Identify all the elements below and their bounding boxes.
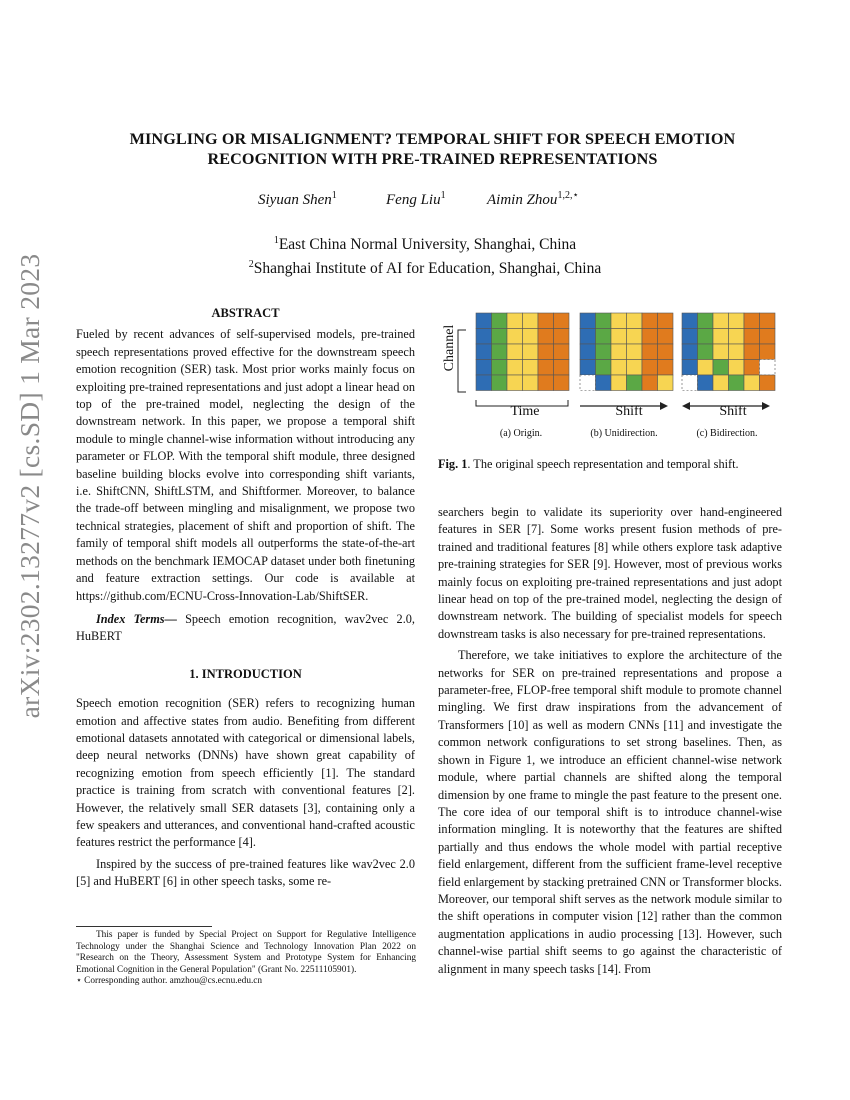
right-column (438, 504, 782, 978)
grid-cell (523, 344, 539, 360)
arrowhead-c-right (762, 402, 770, 410)
caption-text: . The original speech representation and temporal shift. (467, 457, 739, 471)
subcaption-c: (c) Bidirection. (696, 428, 758, 439)
figure-caption (438, 457, 782, 472)
footnote-funding: This paper is funded by Special Project on Support for Regulative Intelligence Technology under the Shanghai Science and Technology Innovation Plan 2022 on "Research on the Theory, Assessment System and Prototype System for Enhancing Emotional Cognition in the General Population" (Grant No. 22511105901). (76, 930, 416, 975)
affil-sup: 1 (273, 235, 279, 246)
author-sup: 1,2,⋆ (557, 190, 579, 201)
channel-bracket (458, 330, 466, 392)
grid-cell (611, 329, 627, 345)
grid-cell (698, 313, 714, 329)
grid-cell (611, 313, 627, 329)
grid-cell (580, 313, 596, 329)
grid-cell (611, 375, 627, 391)
grid-cell (476, 344, 492, 360)
index-terms (76, 611, 415, 646)
arrowhead-c-left (682, 402, 690, 410)
grid-cell (744, 329, 760, 345)
paper-title (80, 130, 785, 169)
affil-text: East China Normal University, Shanghai, China (278, 236, 577, 253)
grid-cell (507, 360, 523, 376)
grid-cell (507, 344, 523, 360)
grid-cell (744, 344, 760, 360)
grid-cell (507, 329, 523, 345)
grid-cell (538, 344, 554, 360)
grid-cell (713, 375, 729, 391)
grid-cell (682, 344, 698, 360)
affiliations (120, 231, 730, 279)
author-name: Siyuan Shen (258, 192, 332, 208)
grid-cell (554, 344, 570, 360)
grid-cell (492, 344, 508, 360)
affiliation-1 (120, 231, 730, 255)
grid-cell (682, 375, 698, 391)
grid-cell (554, 360, 570, 376)
grid-cell (580, 329, 596, 345)
grid-cell (760, 375, 776, 391)
grid-cell (538, 375, 554, 391)
author-3 (487, 190, 579, 209)
grid-cell (627, 375, 643, 391)
grid-cell (744, 313, 760, 329)
abstract-text: Fueled by recent advances of self-supervised models, pre-trained speech representations proved effective for the downstream speech emotion recognition (SER) task. Most prior works mainly focus on exploiting pre-trained representations and just adopt a linear head on top of the pre-trained model, neglecting the design of the downstream network. In this paper, we propose a temporal shift module to mingle channel-wise information without introducing any parameter or FLOP. With the temporal shift module, three designed baseline building blocks evolve into corresponding shift variants, i.e. ShiftCNN, ShiftLSTM, and Shiftformer. Moreover, to balance the trade-off between mingling and misalignment, we propose two technical strategies, placement of shift and proportion of shift. The family of temporal shift models all outperforms the state-of-the-art methods on the benchmark IEMOCAP dataset under both finetuning and feature extraction settings. Our code is available at https://github.com/ECNU-Cross-Innovation-Lab/ShiftSER. (76, 327, 415, 603)
grid-cell (744, 375, 760, 391)
grid-cell (713, 360, 729, 376)
grid-cell (658, 344, 674, 360)
affil-sup: 2 (248, 259, 254, 270)
grid-cell (642, 375, 658, 391)
author-sup: 1 (440, 190, 446, 201)
time-label: Time (510, 404, 540, 419)
right-paragraph-1: searchers begin to validate its superiority over hand-engineered features in SER [7]. Some works present fusion methods of pre-trained and traditional features [8] while others explore task adaptive pre-training strategies for SER [9]. However, most of previous works mainly focus on exploiting pre-trained representations and just adopt linear head on top of the pre-trained model, neglecting the design of downstream network. The building of specialist models for speech downstream tasks is also necessary for pre-trained representations. (438, 505, 782, 641)
grid-cell (698, 344, 714, 360)
grid-cell (698, 375, 714, 391)
grid-cell (476, 329, 492, 345)
grid-cell (744, 360, 760, 376)
grid-cell (729, 344, 745, 360)
grid-cell (596, 313, 612, 329)
grid-cell (729, 375, 745, 391)
grid-cell (642, 344, 658, 360)
grid-cell (538, 329, 554, 345)
author-sup: 1 (331, 190, 337, 201)
grid-cell (760, 329, 776, 345)
grid-cell (611, 360, 627, 376)
title-line-2: RECOGNITION WITH PRE-TRAINED REPRESENTATIONS (207, 149, 658, 168)
grid-cell (642, 313, 658, 329)
grid-cell (554, 329, 570, 345)
grid-cell (698, 360, 714, 376)
grid-cell (713, 313, 729, 329)
grid-cell (476, 313, 492, 329)
intro-heading: 1. INTRODUCTION (189, 666, 302, 681)
grid-cell (682, 360, 698, 376)
grid-cell (554, 375, 570, 391)
grid-cell (492, 329, 508, 345)
grid-cell (596, 329, 612, 345)
grid-cell (658, 375, 674, 391)
grid-cell (642, 329, 658, 345)
grid-cell (729, 360, 745, 376)
grid-cell (682, 329, 698, 345)
grid-cell (492, 313, 508, 329)
footnotes (76, 930, 416, 988)
affil-text: Shanghai Institute of AI for Education, Shanghai, China (253, 260, 602, 277)
title-line-1: MINGLING OR MISALIGNMENT? TEMPORAL SHIFT FOR SPEECH EMOTION (129, 130, 736, 148)
footnote-rule (76, 926, 212, 927)
grid-cell (627, 313, 643, 329)
grid-cell (729, 329, 745, 345)
grid-cell (554, 313, 570, 329)
shift-label-b: Shift (615, 404, 643, 419)
arxiv-id: arXiv:2302.13277v2 [cs.SD] 1 Mar 2023 (14, 253, 45, 719)
right-paragraph-2: Therefore, we take initiatives to explore the architecture of the networks for SER on pre-trained representations and propose a parameter-free, FLOP-free temporal shift module to promote channel mingling. We first draw inspirations from the advancement of Transformers [10] as well as modern CNNs [11] and investigate the common network configurations to set strong baselines. Then, as shown in Figure 1, we introduce an efficient channel-wise network module, where partial channels are shifted along the temporal dimension by one frame to mingle the past feature to the present one. The core idea of our temporal shift is to introduce channel-wise information mingling. It is noteworthy that the features are shifted partially and thus endows the whole model with partial receptive field enlargement, different from the sufficient frame-level receptive field enlargement by stacking pretrained CNN or Transformer blocks. Moreover, our temporal shift serves as the network module similar to the shift operations in computer vision [12] rather than the common augmentation applications in audio processing [13]. However, such channel-wise partial shift seems to go against the characteristic of alignment in many speech tasks [14]. From (438, 648, 782, 976)
grid-cell (760, 360, 776, 376)
subcaption-a: (a) Origin. (499, 428, 543, 439)
shift-diagram (438, 300, 782, 445)
grid-cell (713, 329, 729, 345)
figure-1 (438, 300, 782, 445)
grid-cell (580, 360, 596, 376)
author-2 (386, 190, 446, 209)
grid-cell (523, 329, 539, 345)
grid-cell (492, 375, 508, 391)
left-column (76, 305, 415, 891)
grid-cell (507, 375, 523, 391)
grid-cell (596, 360, 612, 376)
grid-cell (627, 329, 643, 345)
grid-cell (538, 313, 554, 329)
grid-cell (523, 313, 539, 329)
arrowhead-b (660, 402, 668, 410)
grid-cell (682, 313, 698, 329)
grid-cell (627, 360, 643, 376)
author-name: Feng Liu (386, 192, 441, 208)
grid-cell (580, 344, 596, 360)
grid-cell (760, 313, 776, 329)
arxiv-stamp (10, 253, 50, 719)
grid-cell (611, 344, 627, 360)
grid-cell (523, 375, 539, 391)
caption-label: Fig. 1 (438, 457, 468, 471)
author-name: Aimin Zhou (487, 192, 558, 208)
shift-label-c: Shift (719, 404, 747, 419)
index-terms-label: Index Terms— (96, 611, 177, 626)
grid-cell (476, 360, 492, 376)
author-1 (258, 190, 337, 209)
grid-cell (596, 375, 612, 391)
intro-paragraph-1: Speech emotion recognition (SER) refers to recognizing human emotion and affective states from audio. Benefiting from different emotional datasets annotated with categorical or dimensional labels, deep neural networks (DNNs) have shown great capability of recognizing emotion from speech efficiently [1]. The standard practice is training from scratch with conventional features [2]. However, the relatively small SER datasets [3], containing only a few speakers and utterances, and conventional hand-crafted acoustic features restrict the performance [4]. (76, 696, 415, 850)
grid-cell (596, 344, 612, 360)
grid-cell (760, 344, 776, 360)
grid-cell (658, 360, 674, 376)
grid-cell (580, 375, 596, 391)
grid-cell (642, 360, 658, 376)
grid-cell (492, 360, 508, 376)
subcaption-b: (b) Unidirection. (590, 428, 658, 439)
grid-cell (658, 313, 674, 329)
grid-cell (729, 313, 745, 329)
channel-text: Channel (442, 324, 457, 372)
grid-cell (476, 375, 492, 391)
grid-cell (507, 313, 523, 329)
grid-cell (523, 360, 539, 376)
abstract-heading: ABSTRACT (211, 306, 280, 320)
grid-cell (713, 344, 729, 360)
grid-cell (538, 360, 554, 376)
grid-cell (698, 329, 714, 345)
index-terms-text: Speech emotion recognition, wav2vec 2.0, HuBERT (76, 611, 415, 644)
intro-paragraph-2: Inspired by the success of pre-trained features like wav2vec 2.0 [5] and HuBERT [6] in other speech tasks, some re- (76, 856, 415, 889)
footnote-corresponding: ⋆ Corresponding author. amzhou@cs.ecnu.edu.cn (76, 976, 263, 987)
grid-cell (658, 329, 674, 345)
grid-cell (627, 344, 643, 360)
affiliation-2 (120, 255, 730, 279)
